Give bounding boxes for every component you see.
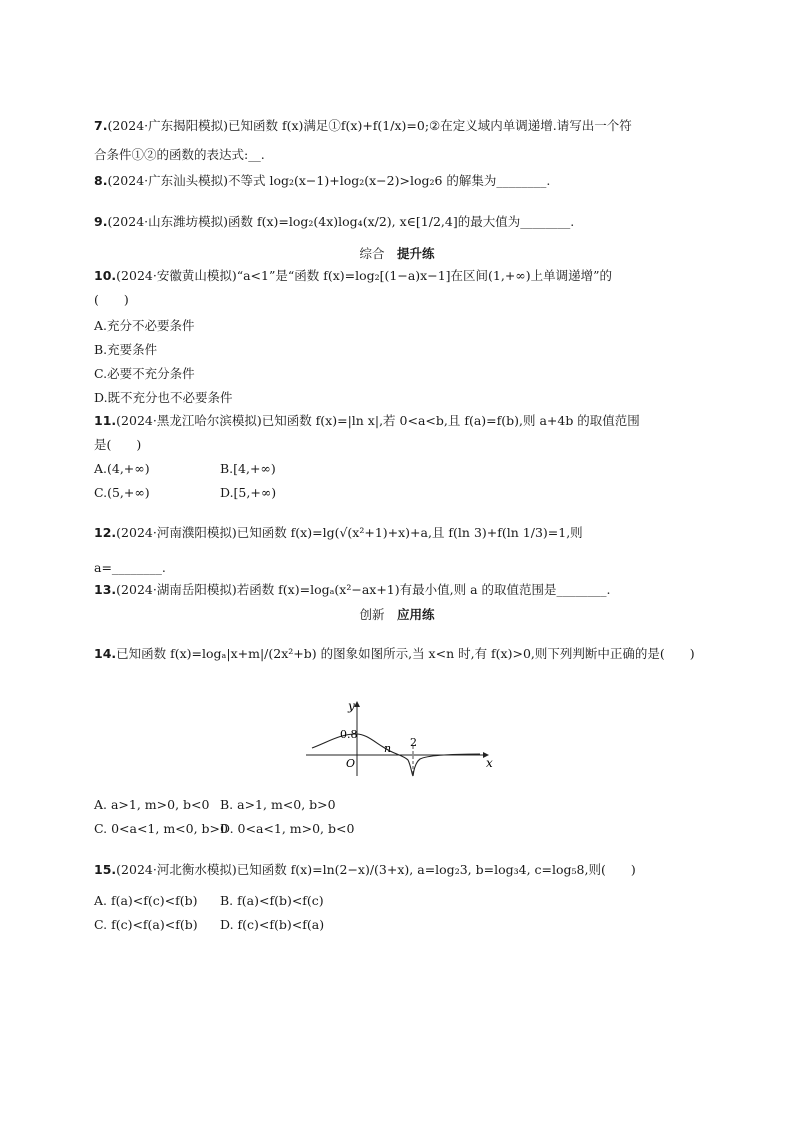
question-number: 13. — [94, 582, 117, 597]
question-number: 15. — [94, 862, 117, 877]
y-axis-label: y — [348, 699, 355, 713]
option-b: B.[4,+∞) — [220, 461, 276, 476]
question-14 — [94, 646, 695, 662]
question-text: (2024·黑龙江哈尔滨模拟)已知函数 f(x)=|ln x|,若 0<a<b,且 f(a)=f(b),则 a+4b 的取值范围 — [116, 413, 640, 428]
option-d: D. f(c)<f(b)<f(a) — [220, 917, 325, 932]
option-c: C.必要不充分条件 — [94, 366, 195, 381]
function-graph — [300, 696, 500, 778]
options-row-2 — [94, 485, 277, 501]
question-7 — [94, 118, 632, 134]
option-a: A.充分不必要条件 — [94, 318, 195, 333]
question-text: (2024·山东潍坊模拟)函数 f(x)=log₂(4x)log₄(x/2), x∈[1/2,4]的最大值为________. — [107, 214, 575, 229]
section-title: 应用练 — [397, 607, 435, 622]
n-label: n — [384, 742, 392, 755]
option-b: B.充要条件 — [94, 342, 158, 357]
options-row-2 — [94, 821, 355, 837]
question-text: 已知函数 f(x)=logₐ|x+m|/(2x²+b) 的图象如图所示,当 x<n 时,有 f(x)>0,则下列判断中正确的是( ) — [116, 646, 695, 661]
origin-label: O — [346, 757, 356, 770]
option-b: B. f(a)<f(b)<f(c) — [220, 893, 324, 908]
question-11-line2: 是( ) — [94, 437, 142, 452]
question-12-line2: a=________. — [94, 560, 166, 575]
question-8 — [94, 173, 550, 189]
option-d: D.既不充分也不必要条件 — [94, 390, 233, 405]
question-7-line2: 合条件①②的函数的表达式:__. — [94, 147, 265, 162]
question-15 — [94, 862, 636, 878]
question-number: 14. — [94, 646, 117, 661]
option-b: B. a>1, m<0, b>0 — [220, 797, 336, 812]
question-10-line2: ( ) — [94, 292, 129, 307]
question-text: (2024·安徽黄山模拟)“a<1”是“函数 f(x)=log₂[(1−a)x−1]在区间(1,+∞)上单调递增”的 — [116, 268, 612, 283]
question-9 — [94, 214, 574, 230]
options-row-1 — [94, 797, 336, 813]
x-axis-label: x — [486, 756, 493, 770]
question-number: 12. — [94, 525, 117, 540]
question-number: 8. — [94, 173, 108, 188]
options-row-2 — [94, 917, 325, 933]
option-a: A. a>1, m>0, b<0 — [94, 797, 210, 812]
option-c: C. 0<a<1, m<0, b>0 — [94, 821, 228, 836]
y-tick-label: 0.8 — [340, 728, 358, 741]
question-number: 7. — [94, 118, 108, 133]
section-label: 创新 — [359, 607, 385, 622]
curve-right — [413, 754, 480, 776]
option-c: C. f(c)<f(a)<f(b) — [94, 917, 198, 932]
option-a: A. f(a)<f(c)<f(b) — [94, 893, 198, 908]
question-11 — [94, 413, 640, 429]
question-10 — [94, 268, 612, 284]
question-12 — [94, 525, 583, 541]
section-label: 综合 — [359, 246, 385, 261]
question-text: (2024·广东揭阳模拟)已知函数 f(x)满足①f(x)+f(1/x)=0;②在定义域内单调递增.请写出一个符 — [107, 118, 632, 133]
question-text: (2024·广东汕头模拟)不等式 log₂(x−1)+log₂(x−2)>log₂6 的解集为________. — [107, 173, 551, 188]
question-number: 10. — [94, 268, 117, 283]
question-text: (2024·河南濮阳模拟)已知函数 f(x)=lg(√(x²+1)+x)+a,且 f(ln 3)+f(ln 1/3)=1,则 — [116, 525, 583, 540]
option-c: C.(5,+∞) — [94, 485, 150, 500]
options-row-1 — [94, 461, 276, 477]
question-text: (2024·湖南岳阳模拟)若函数 f(x)=logₐ(x²−ax+1)有最小值,则 a 的取值范围是________. — [116, 582, 611, 597]
question-number: 11. — [94, 413, 117, 428]
section-heading-2 — [0, 605, 794, 623]
option-d: D.[5,+∞) — [220, 485, 277, 500]
options-row-1 — [94, 893, 324, 909]
section-title: 提升练 — [397, 246, 435, 261]
option-d: D. 0<a<1, m>0, b<0 — [220, 821, 355, 836]
section-heading-1 — [0, 244, 794, 262]
option-a: A.(4,+∞) — [94, 461, 150, 476]
x-tick-label: 2 — [410, 736, 417, 749]
question-13 — [94, 582, 610, 598]
question-number: 9. — [94, 214, 108, 229]
question-text: (2024·河北衡水模拟)已知函数 f(x)=ln(2−x)/(3+x), a=log₂3, b=log₃4, c=log₅8,则( ) — [116, 862, 636, 877]
